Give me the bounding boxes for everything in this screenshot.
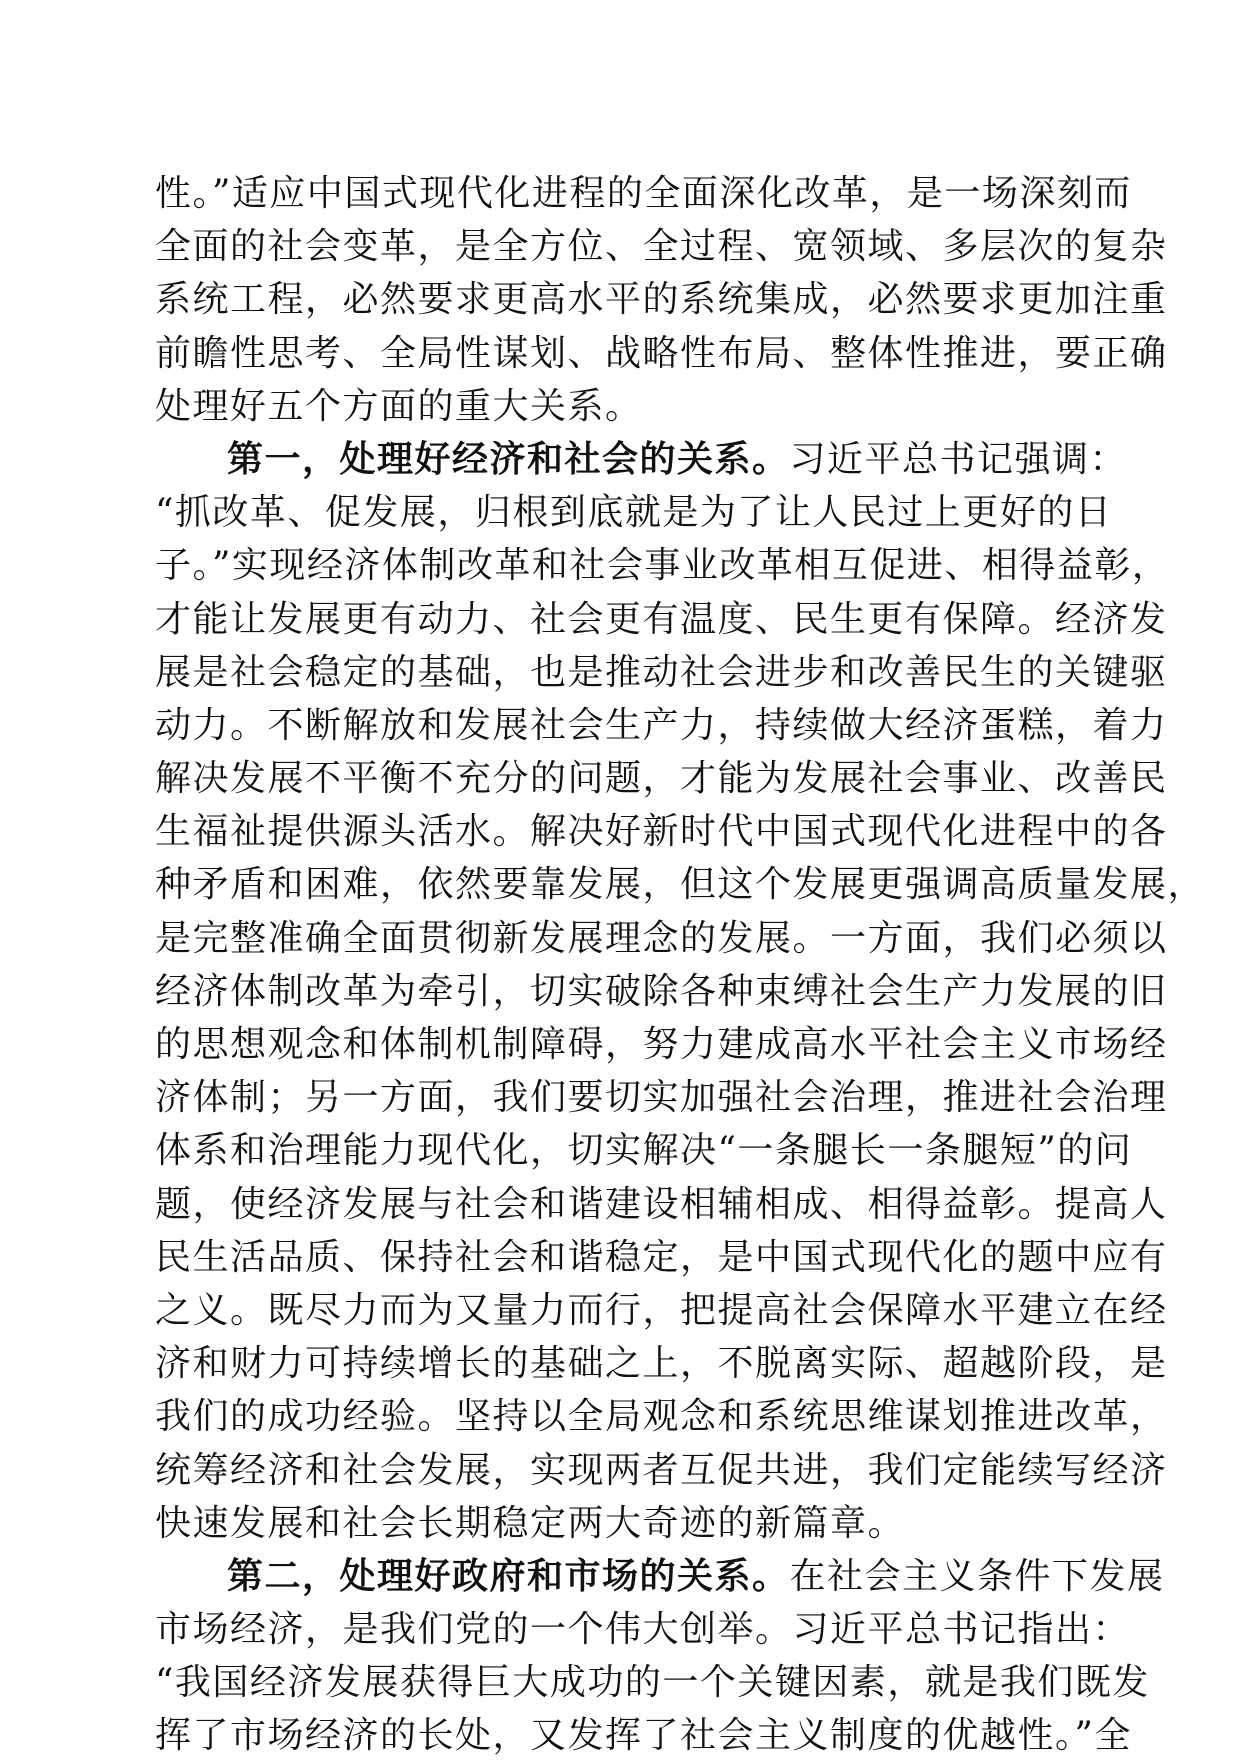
text-line: “抓改革、促发展，归根到底就是为了让人民过上更好的日 (155, 492, 1113, 534)
text-line: 的思想观念和体制机制障碍，努力建成高水平社会主义市场经 (155, 1024, 1168, 1065)
text-line: 才能让发展更有动力、社会更有温度、民生更有保障。经济发 (155, 598, 1168, 640)
text-line: 快速发展和社会长期稳定两大奇迹的新篇章。 (155, 1502, 906, 1544)
text-line (155, 433, 1128, 486)
text-line: 子。”实现经济体制改革和社会事业改革相互促进、相得益彰， (155, 545, 1170, 587)
paragraph-first (155, 433, 1206, 1550)
text-line: 市场经济，是我们党的一个伟大创举。习近平总书记指出： (155, 1609, 1131, 1651)
text-line: 民生活品质、保持社会和谐稳定，是中国式现代化的题中应有 (155, 1236, 1168, 1278)
text-line: 之义。既尽力而为又量力而行，把提高社会保障水平建立在经 (155, 1289, 1168, 1331)
paragraph-intro (155, 167, 1168, 433)
text-line: 挥了市场经济的长处，又发挥了社会主义制度的优越性。”全 (155, 1715, 1132, 1757)
body-text (155, 167, 1206, 1763)
text-line: 性。”适应中国式现代化进程的全面深化改革，是一场深刻而 (155, 173, 1132, 214)
text-line: 展是社会稳定的基础，也是推动社会进步和改善民生的关键驱 (155, 651, 1168, 693)
text-line: 济和财力可持续增长的基础之上，不脱离实际、超越阶段，是 (155, 1343, 1168, 1385)
text-run: 习近平总书记强调： (789, 438, 1128, 480)
text-run: 在社会主义条件下发展 (789, 1555, 1165, 1597)
text-line: 处理好五个方面的重大关系。 (155, 385, 643, 427)
text-line: 济体制；另一方面，我们要切实加强社会治理，推进社会治理 (155, 1077, 1168, 1119)
text-line (155, 1550, 1165, 1603)
text-line: 全面的社会变革，是全方位、全过程、宽领域、多层次的复杂 (155, 226, 1168, 268)
text-line: “我国经济发展获得巨大成功的一个关键因素，就是我们既发 (155, 1662, 1150, 1704)
text-line: 题，使经济发展与社会和谐建设相辅相成、相得益彰。提高人 (155, 1183, 1168, 1225)
text-line: 体系和治理能力现代化，切实解决“一条腿长一条腿短”的问 (155, 1130, 1133, 1172)
text-line: 是完整准确全面贯彻新发展理念的发展。一方面，我们必须以 (155, 917, 1168, 959)
text-line: 解决发展不平衡不充分的问题，才能为发展社会事业、改善民 (155, 758, 1168, 800)
section-heading-second: 第二，处理好政府和市场的关系。 (227, 1554, 790, 1597)
text-line: 前瞻性思考、全局性谋划、战略性布局、整体性推进，要正确 (155, 332, 1168, 374)
text-line: 统筹经济和社会发展，实现两者互促共进，我们定能续写经济 (155, 1449, 1168, 1491)
text-line: 生福祉提供源头活水。解决好新时代中国式现代化进程中的各 (155, 811, 1168, 853)
text-line: 种矛盾和困难，依然要靠发展，但这个发展更强调高质量发展， (155, 864, 1206, 906)
section-heading-first: 第一，处理好经济和社会的关系。 (227, 437, 790, 480)
text-line: 经济体制改革为牵引，切实破除各种束缚社会生产力发展的旧 (155, 970, 1168, 1012)
text-line: 系统工程，必然要求更高水平的系统集成，必然要求更加注重 (155, 279, 1168, 321)
text-line: 我们的成功经验。坚持以全局观念和系统思维谋划推进改革， (155, 1396, 1168, 1438)
paragraph-second (155, 1550, 1165, 1763)
text-line: 动力。不断解放和发展社会生产力，持续做大经济蛋糕，着力 (155, 704, 1168, 746)
